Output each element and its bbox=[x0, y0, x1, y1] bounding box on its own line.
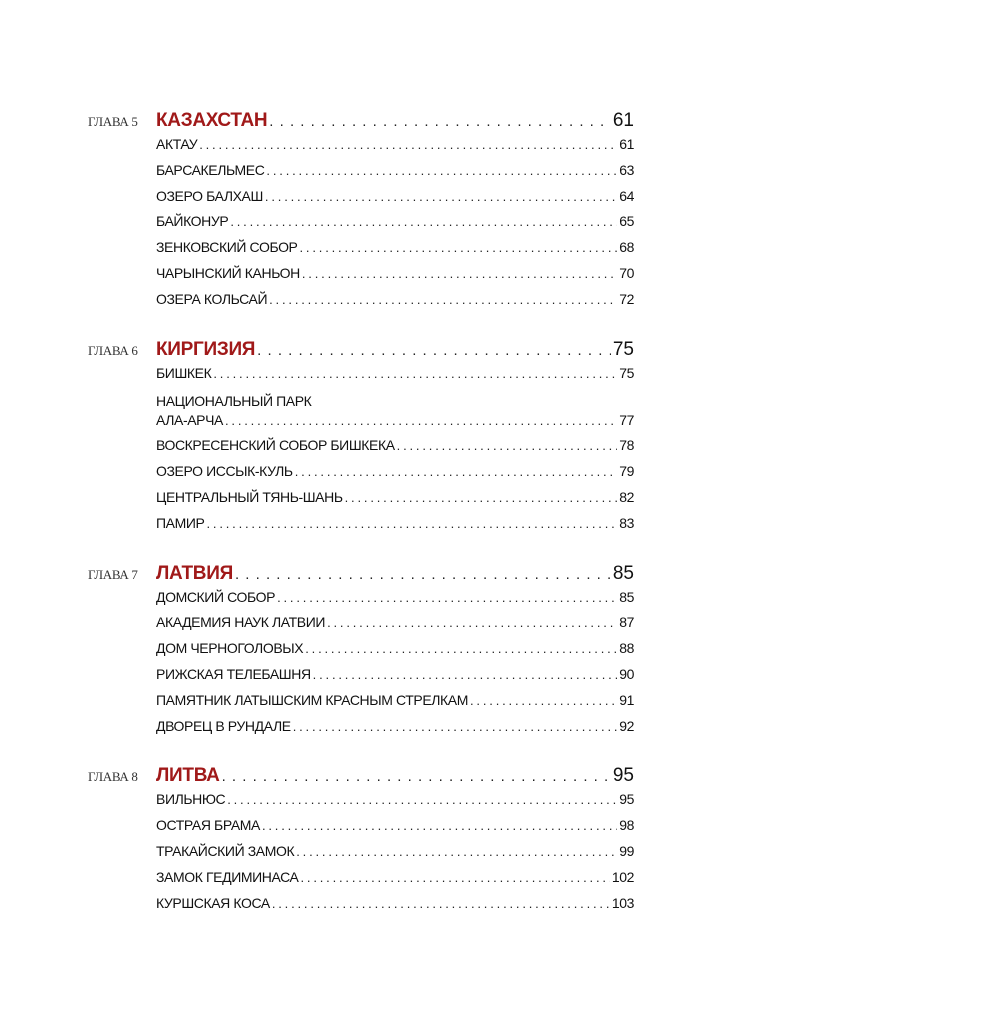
entry-title-line1: НАЦИОНАЛЬНЫЙ ПАРК bbox=[156, 393, 312, 410]
entry-page-number: 70 bbox=[619, 264, 634, 281]
chapter-entries bbox=[156, 791, 648, 920]
entry-page-number: 75 bbox=[619, 364, 634, 381]
chapter-entries bbox=[156, 136, 648, 317]
entry-page-number: 63 bbox=[619, 161, 634, 178]
toc-entry[interactable] bbox=[156, 489, 634, 515]
chapter-label: ГЛАВА 7 bbox=[88, 566, 138, 582]
toc-entry[interactable] bbox=[156, 365, 634, 391]
entry-page-number: 95 bbox=[619, 791, 634, 808]
dot-leader bbox=[302, 266, 617, 281]
toc-entry[interactable] bbox=[156, 718, 634, 744]
dot-leader bbox=[227, 792, 617, 807]
dot-leader bbox=[262, 818, 617, 833]
dot-leader bbox=[397, 438, 618, 453]
entry-title: АКАДЕМИЯ НАУК ЛАТВИИ bbox=[156, 614, 326, 631]
entry-page-number: 68 bbox=[619, 239, 634, 256]
chapter-section bbox=[88, 563, 648, 744]
toc-entry[interactable] bbox=[156, 869, 634, 895]
chapter-label: ГЛАВА 8 bbox=[88, 769, 138, 785]
entry-page-number: 72 bbox=[619, 290, 634, 307]
toc-entry[interactable] bbox=[156, 589, 634, 615]
chapter-entries bbox=[156, 589, 648, 744]
entry-title: АКТАУ bbox=[156, 136, 198, 152]
toc-entry[interactable] bbox=[156, 817, 634, 843]
entry-title: ОСТРАЯ БРАМА bbox=[156, 817, 260, 834]
dot-leader bbox=[296, 844, 617, 859]
entry-title: РИЖСКАЯ ТЕЛЕБАШНЯ bbox=[156, 665, 311, 682]
toc-entry[interactable] bbox=[156, 791, 634, 817]
toc-entry[interactable] bbox=[156, 515, 634, 541]
entry-title: БАРСАКЕЛЬМЕС bbox=[156, 161, 265, 178]
entry-page-number: 98 bbox=[619, 817, 634, 834]
chapter-section bbox=[88, 339, 648, 541]
chapter-label: ГЛАВА 6 bbox=[88, 342, 138, 358]
dot-leader bbox=[470, 693, 617, 708]
table-of-contents bbox=[88, 110, 648, 942]
toc-entry[interactable] bbox=[156, 136, 634, 162]
toc-entry[interactable] bbox=[156, 640, 634, 666]
dot-leader bbox=[300, 240, 618, 255]
entry-title: КУРШСКАЯ КОСА bbox=[156, 894, 270, 911]
entry-title: АЛА-АРЧА bbox=[156, 412, 223, 429]
dot-leader bbox=[295, 464, 618, 479]
dot-leader bbox=[327, 615, 617, 630]
dot-leader bbox=[269, 292, 617, 307]
chapter-page-number: 61 bbox=[612, 110, 634, 131]
chapter-label: ГЛАВА 5 bbox=[88, 114, 138, 129]
entry-title: ДОМСКИЙ СОБОР bbox=[156, 588, 276, 605]
toc-entry[interactable] bbox=[156, 692, 634, 718]
entry-title: ТРАКАЙСКИЙ ЗАМОК bbox=[156, 842, 295, 859]
chapter-section bbox=[88, 110, 648, 317]
entry-title: ЧАРЫНСКИЙ КАНЬОН bbox=[156, 264, 300, 281]
toc-entry[interactable] bbox=[156, 188, 634, 214]
entry-page-number: 61 bbox=[619, 136, 634, 152]
toc-entry[interactable] bbox=[156, 463, 634, 489]
entry-title: ДВОРЕЦ В РУНДАЛЕ bbox=[156, 717, 291, 734]
entry-title: ОЗЕРО ИССЫК-КУЛЬ bbox=[156, 463, 293, 480]
entry-page-number: 64 bbox=[619, 187, 634, 204]
entry-title: ВОСКРЕСЕНСКИЙ СОБОР БИШКЕКА bbox=[156, 437, 395, 454]
chapter-page-number: 95 bbox=[612, 765, 634, 787]
toc-entry[interactable] bbox=[156, 265, 634, 291]
entry-title: БАЙКОНУР bbox=[156, 213, 229, 230]
dot-leader bbox=[265, 189, 617, 204]
toc-entry[interactable] bbox=[156, 895, 634, 921]
chapter-section bbox=[88, 765, 648, 920]
toc-entry[interactable] bbox=[156, 390, 648, 437]
chapter-page-number: 75 bbox=[612, 338, 634, 360]
toc-entry[interactable] bbox=[156, 213, 634, 239]
dot-leader bbox=[272, 896, 610, 911]
dot-leader bbox=[293, 719, 618, 734]
dot-leader bbox=[213, 366, 617, 381]
dot-leader bbox=[313, 667, 618, 682]
entry-title: ОЗЕРА КОЛЬСАЙ bbox=[156, 290, 268, 307]
entry-page-number: 82 bbox=[619, 488, 634, 505]
entry-page-number: 78 bbox=[619, 437, 634, 454]
entry-page-number: 102 bbox=[611, 868, 634, 885]
entry-page-number: 83 bbox=[619, 514, 634, 531]
chapter-title-row[interactable] bbox=[156, 110, 634, 132]
dot-leader bbox=[206, 516, 617, 531]
entry-page-number: 92 bbox=[619, 717, 634, 734]
chapter-title-row[interactable] bbox=[156, 765, 634, 787]
toc-entry[interactable] bbox=[156, 843, 634, 869]
dot-leader bbox=[199, 137, 617, 152]
dot-leader bbox=[345, 490, 618, 505]
dot-leader bbox=[257, 342, 611, 359]
dot-leader bbox=[300, 870, 609, 885]
toc-entry[interactable] bbox=[156, 614, 634, 640]
toc-entry[interactable] bbox=[156, 666, 634, 692]
toc-entry[interactable] bbox=[156, 291, 634, 317]
chapter-entries bbox=[156, 365, 648, 541]
entry-title: ОЗЕРО БАЛХАШ bbox=[156, 187, 263, 204]
entry-title: ЗАМОК ГЕДИМИНАСА bbox=[156, 868, 299, 885]
chapter-title[interactable]: ЛИТВА bbox=[156, 765, 220, 787]
entry-title: ПАМИР bbox=[156, 514, 205, 531]
entry-page-number: 65 bbox=[619, 213, 634, 230]
entry-page-number: 79 bbox=[619, 463, 634, 480]
dot-leader bbox=[235, 566, 611, 583]
chapter-title-row[interactable] bbox=[156, 563, 634, 585]
toc-entry[interactable] bbox=[156, 239, 634, 265]
entry-page-number: 103 bbox=[611, 894, 634, 911]
dot-leader bbox=[222, 768, 611, 785]
chapter-title-row[interactable] bbox=[156, 339, 634, 361]
entry-title: ВИЛЬНЮС bbox=[156, 791, 226, 808]
entry-page-number: 85 bbox=[619, 588, 634, 605]
dot-leader bbox=[305, 641, 617, 656]
entry-title: ЦЕНТРАЛЬНЫЙ ТЯНЬ-ШАНЬ bbox=[156, 488, 343, 505]
chapter-title[interactable]: КАЗАХСТАН bbox=[156, 110, 268, 131]
entry-title: ЗЕНКОВСКИЙ СОБОР bbox=[156, 239, 298, 256]
toc-entry[interactable] bbox=[156, 437, 634, 463]
entry-page-number: 91 bbox=[619, 691, 634, 708]
entry-title: БИШКЕК bbox=[156, 364, 212, 381]
toc-entry[interactable] bbox=[156, 162, 634, 188]
chapter-title[interactable]: ЛАТВИЯ bbox=[156, 562, 233, 584]
chapter-header bbox=[88, 110, 648, 136]
chapter-header bbox=[88, 339, 648, 365]
chapter-page-number: 85 bbox=[612, 562, 634, 584]
entry-page-number: 77 bbox=[619, 412, 634, 429]
dot-leader bbox=[230, 214, 617, 229]
dot-leader bbox=[277, 590, 617, 605]
entry-page-number: 87 bbox=[619, 614, 634, 631]
dot-leader bbox=[269, 113, 611, 130]
entry-page-number: 88 bbox=[619, 640, 634, 657]
entry-title: ПАМЯТНИК ЛАТЫШСКИМ КРАСНЫМ СТРЕЛКАМ bbox=[156, 691, 468, 708]
entry-title: ДОМ ЧЕРНОГОЛОВЫХ bbox=[156, 640, 304, 657]
chapter-header bbox=[88, 563, 648, 589]
chapter-header bbox=[88, 765, 648, 791]
entry-row bbox=[156, 412, 634, 437]
dot-leader bbox=[266, 163, 617, 178]
entry-page-number: 99 bbox=[619, 842, 634, 859]
chapter-title[interactable]: КИРГИЗИЯ bbox=[156, 338, 256, 360]
dot-leader bbox=[225, 413, 617, 428]
entry-page-number: 90 bbox=[619, 665, 634, 682]
